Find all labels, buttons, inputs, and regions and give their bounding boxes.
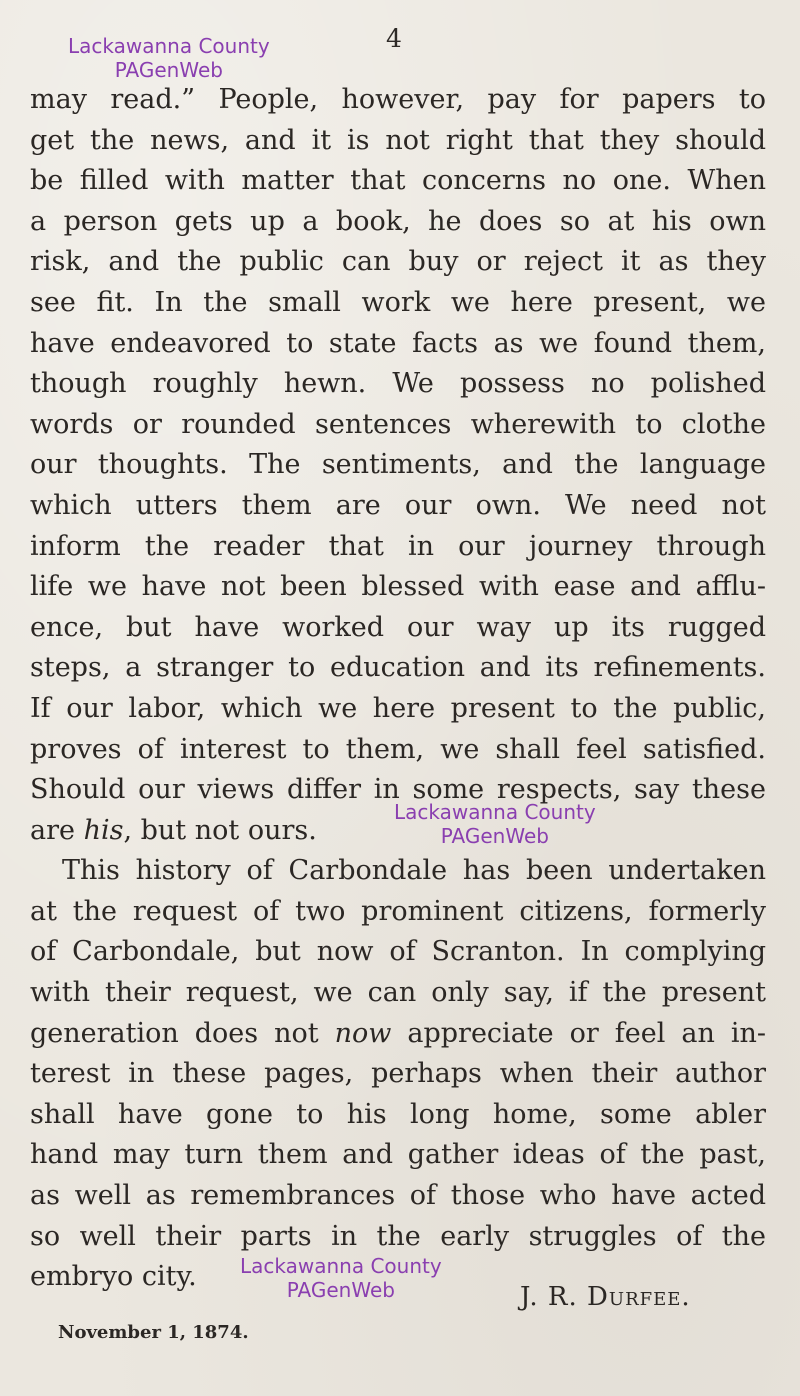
- text-line: a person gets up a book, he does so at his own: [30, 205, 766, 237]
- text-line: see fit. In the small work we here present, we: [30, 286, 766, 318]
- watermark: [68, 34, 270, 82]
- author-surname: Durfee.: [587, 1282, 691, 1312]
- watermark-line: PAGenWeb: [286, 1278, 395, 1302]
- text-line: shall have gone to his long home, some abler: [30, 1098, 766, 1130]
- text-line: Should our views differ in some respects, say these: [30, 774, 766, 806]
- text-line: be filled with matter that concerns no one. When: [30, 165, 766, 197]
- text-line: ence, but have worked our way up its rugged: [30, 611, 766, 643]
- text-line: hand may turn them and gather ideas of the past,: [30, 1139, 766, 1171]
- text-line: at the request of two prominent citizens, formerly: [30, 895, 766, 927]
- text-line: terest in these pages, perhaps when their author: [30, 1058, 766, 1090]
- watermark-line: PAGenWeb: [114, 58, 223, 82]
- text-line: with their request, we can only say, if the present: [30, 977, 766, 1009]
- text-line: This history of Carbondale has been undertaken: [62, 855, 766, 887]
- text-line: If our labor, which we here present to the public,: [30, 692, 766, 724]
- watermark-line: Lackawanna County: [68, 34, 270, 58]
- text-fragment: appreciate or feel an in-: [391, 1017, 766, 1049]
- text-line: steps, a stranger to education and its refinements.: [30, 652, 766, 684]
- text-line: so well their parts in the early struggles of the: [30, 1220, 766, 1252]
- text-line: get the news, and it is not right that they should: [30, 124, 766, 156]
- page-number: 4: [386, 24, 402, 53]
- text-line: proves of interest to them, we shall feel satisfied.: [30, 733, 766, 765]
- text-line: may read.” People, however, pay for papers to: [30, 84, 766, 115]
- italic-word: his: [83, 814, 124, 846]
- text-line: [30, 1014, 766, 1055]
- text-line: our thoughts. The sentiments, and the language: [30, 449, 766, 481]
- author-signature: [520, 1282, 691, 1312]
- text-line: have endeavored to state facts as we found them,: [30, 327, 766, 359]
- text-line: inform the reader that in our journey through: [30, 530, 766, 562]
- text-line: as well as remembrances of those who have acted: [30, 1180, 766, 1212]
- author-initials: J. R.: [520, 1282, 588, 1312]
- text-fragment: are: [30, 814, 84, 846]
- text-fragment: , but not ours.: [123, 814, 317, 846]
- text-line: risk, and the public can buy or reject it as they: [30, 246, 766, 278]
- body-text: [30, 80, 766, 1298]
- text-line: life we have not been blessed with ease and afflu-: [30, 571, 766, 603]
- watermark-line: Lackawanna County: [240, 1254, 442, 1278]
- text-line: embryo city.: [30, 1261, 197, 1293]
- text-line: though roughly hewn. We possess no polished: [30, 368, 766, 400]
- text-line: which utters them are our own. We need not: [30, 489, 766, 521]
- watermark: [394, 800, 596, 848]
- italic-word: now: [334, 1017, 392, 1049]
- watermark: [240, 1254, 442, 1302]
- watermark-line: PAGenWeb: [440, 824, 549, 848]
- watermark-line: Lackawanna County: [394, 800, 596, 824]
- text-line: words or rounded sentences wherewith to clothe: [30, 408, 766, 440]
- date-line: November 1, 1874.: [58, 1322, 249, 1343]
- text-fragment: generation does not: [30, 1017, 335, 1049]
- text-line: of Carbondale, but now of Scranton. In complying: [30, 936, 766, 968]
